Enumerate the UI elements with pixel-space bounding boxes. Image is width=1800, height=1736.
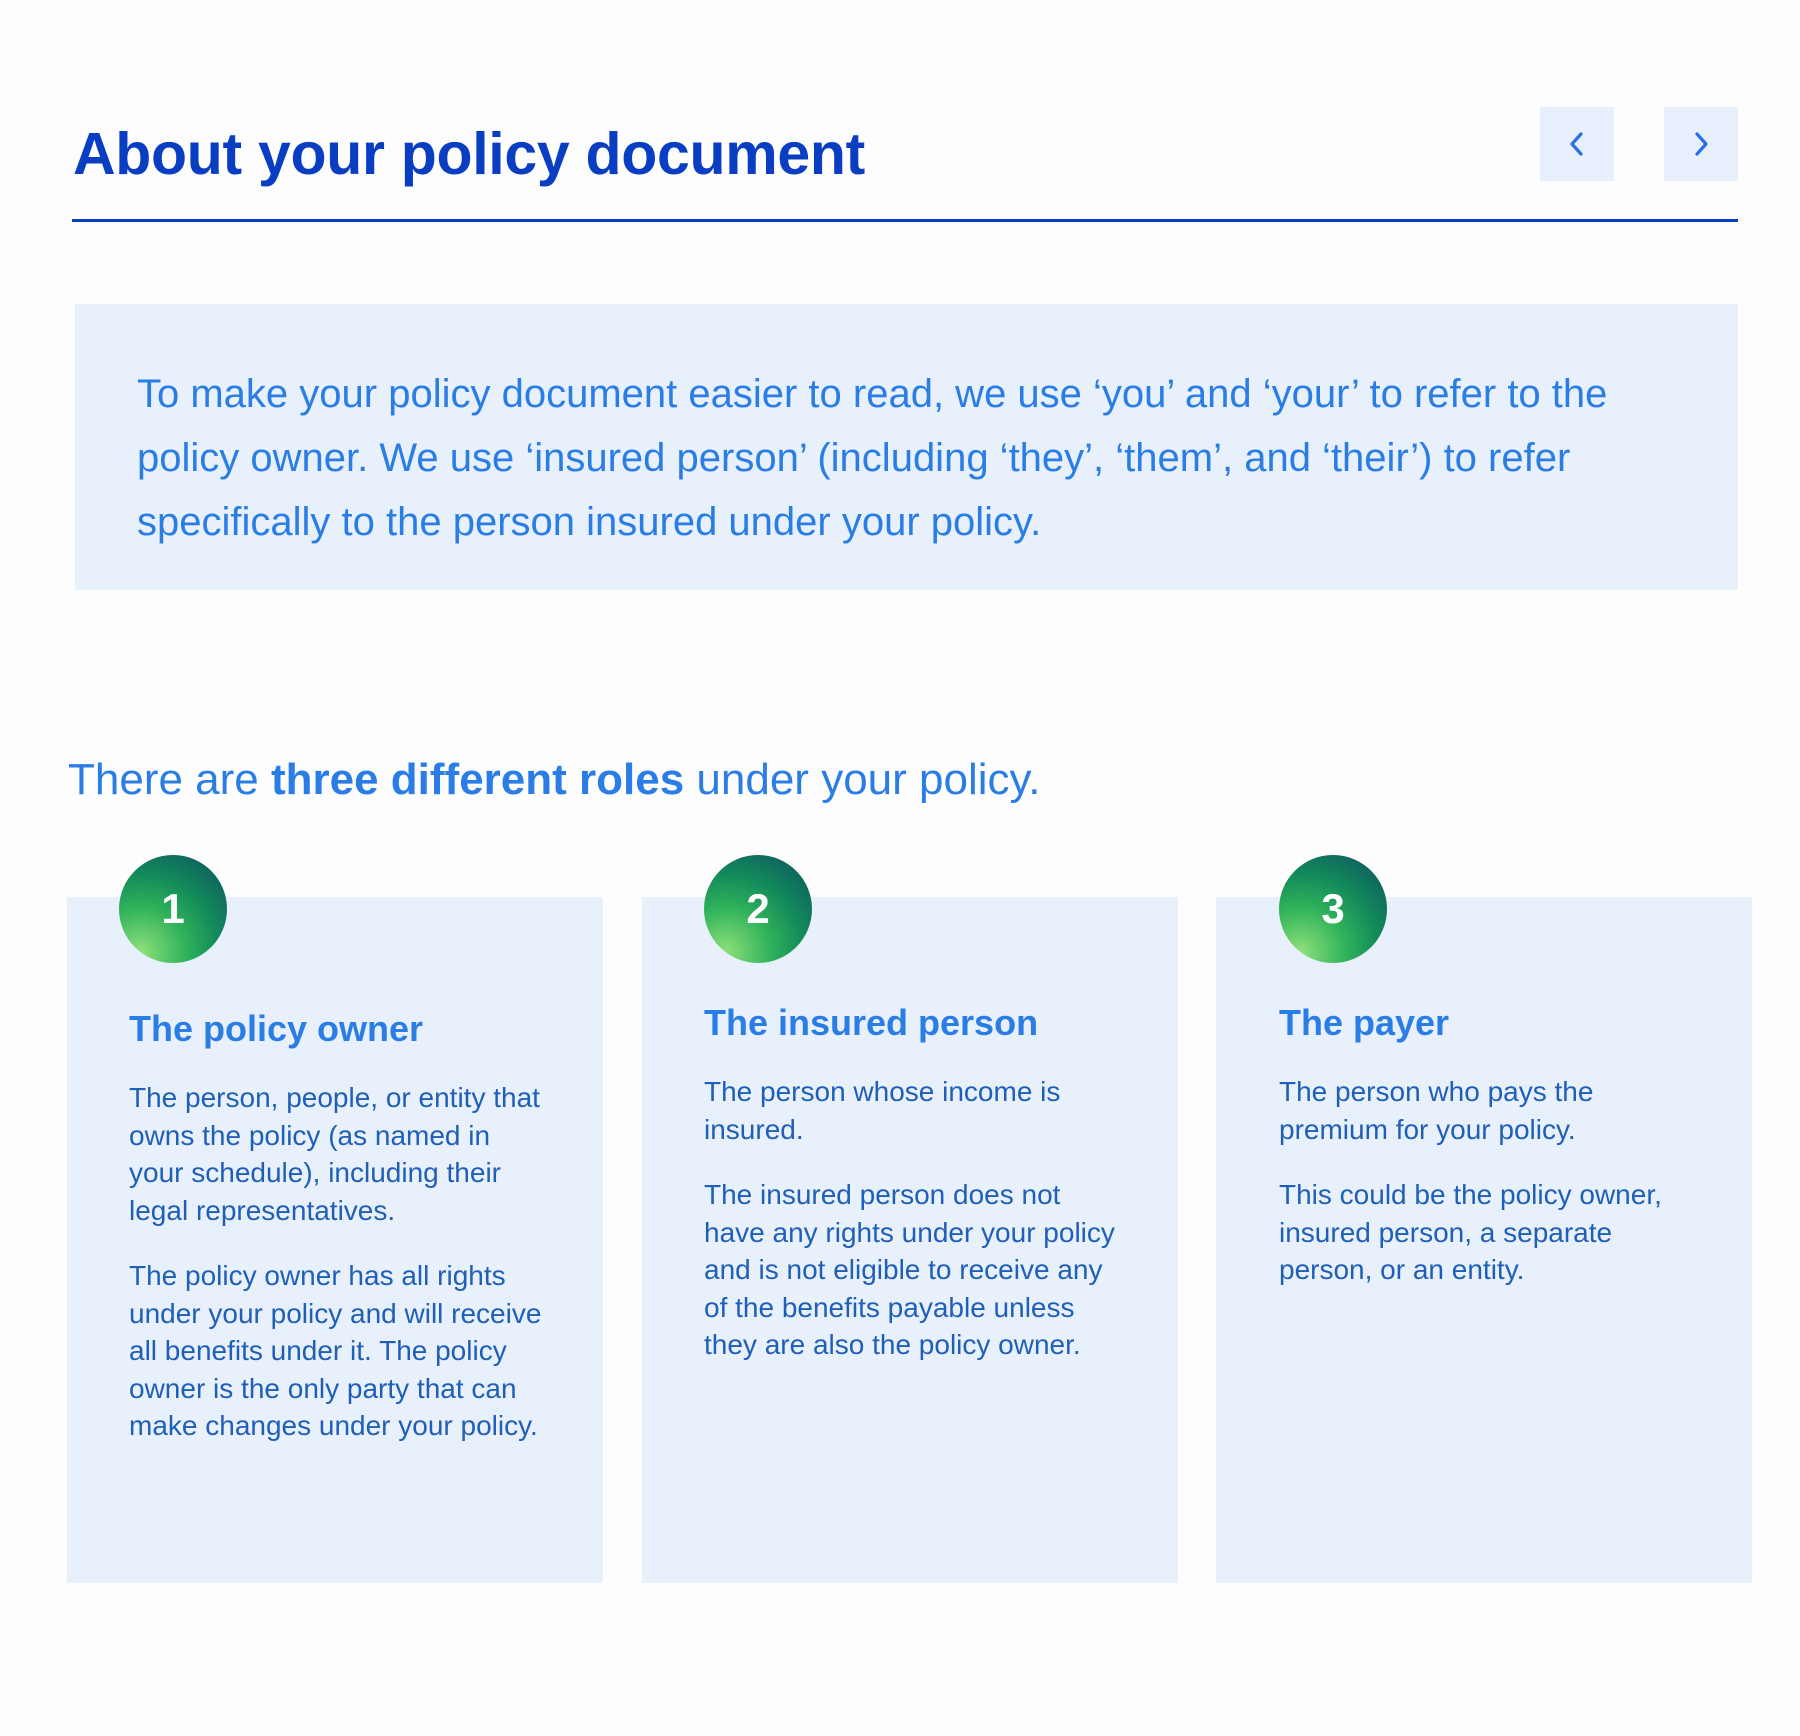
role-description <box>129 1079 549 1473</box>
role-card-payer <box>1216 885 1752 1583</box>
role-paragraph: The policy owner has all rights under your policy and will receive all benefits under it. The policy owner is the only party that can make changes under your policy. <box>129 1260 542 1441</box>
role-paragraph: This could be the policy owner, insured person, a separate person, or an entity. <box>1279 1179 1662 1285</box>
role-number-badge: 2 <box>704 855 812 963</box>
chevron-left-icon <box>1562 129 1592 159</box>
chevron-right-icon <box>1686 129 1716 159</box>
title-divider <box>72 219 1738 222</box>
page-title: About your policy document <box>73 121 865 187</box>
intro-text: To make your policy document easier to read, we use ‘you’ and ‘your’ to refer to the policy owner. We use ‘insured person’ (including ‘they’, ‘them’, and ‘their’) to refer specifically to the person insured under your policy. <box>137 372 1608 544</box>
role-title: The payer <box>1279 1002 1450 1043</box>
roles-lead-prefix: There are <box>68 755 271 804</box>
role-description <box>1279 1073 1699 1317</box>
role-title: The insured person <box>704 1002 1039 1043</box>
intro-panel <box>75 304 1738 590</box>
role-number-badge: 3 <box>1279 855 1387 963</box>
role-card-insured-person <box>642 885 1178 1583</box>
role-description <box>704 1073 1124 1392</box>
next-page-button[interactable] <box>1664 107 1738 181</box>
role-title: The policy owner <box>129 1008 424 1049</box>
role-paragraph: The person who pays the premium for your policy. <box>1279 1076 1594 1145</box>
role-paragraph: The person, people, or entity that owns the policy (as named in your schedule), including their legal representatives. <box>129 1082 540 1226</box>
role-number-badge: 1 <box>119 855 227 963</box>
role-paragraph: The person whose income is insured. <box>704 1076 1061 1145</box>
role-card-policy-owner <box>67 885 603 1583</box>
roles-lead-emphasis: three different roles <box>270 755 685 804</box>
roles-lead <box>68 754 1040 807</box>
role-paragraph: The insured person does not have any rights under your policy and is not eligible to receive any of the benefits payable unless they are also the policy owner. <box>704 1179 1115 1360</box>
roles-lead-suffix: under your policy. <box>684 755 1041 804</box>
previous-page-button[interactable] <box>1540 107 1614 181</box>
